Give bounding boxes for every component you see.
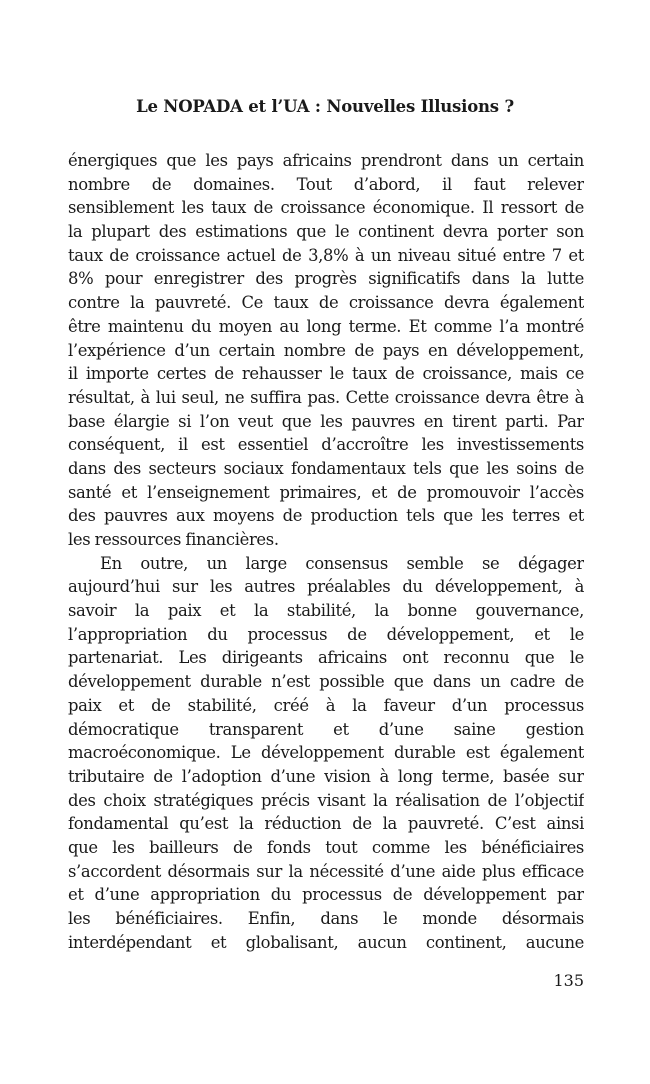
text-line: des pauvres aux moyens de production tels que les terres et	[68, 506, 584, 526]
text-line: s’accordent désormais sur la nécessité d’une aide plus efficace	[68, 861, 584, 881]
running-header-title: Le NOPADA et l’UA : Nouvelles Illusions ?	[136, 97, 514, 116]
text-line: base élargie si l’on veut que les pauvres en tirent parti. Par	[68, 411, 584, 431]
text-line: les ressources financières.	[68, 530, 279, 549]
text-line: macroéconomique. Le développement durable est également	[68, 743, 584, 763]
body-text	[68, 149, 584, 954]
text-line: nombre de domaines. Tout d’abord, il faut relever	[68, 174, 584, 194]
text-line: interdépendant et globalisant, aucun continent, aucune	[68, 932, 584, 952]
text-line: dans des secteurs sociaux fondamentaux tels que les soins de	[68, 458, 584, 478]
text-line: paix et de stabilité, créé à la faveur d’un processus	[68, 695, 584, 715]
text-line: il importe certes de rehausser le taux de croissance, mais ce	[68, 364, 584, 384]
paragraph-2	[68, 552, 584, 955]
text-line: savoir la paix et la stabilité, la bonne gouvernance,	[68, 601, 584, 621]
text-line: 8% pour enregistrer des progrès significatifs dans la lutte	[68, 269, 584, 289]
text-line: santé et l’enseignement primaires, et de promouvoir l’accès	[68, 482, 584, 502]
text-line: les bénéficiaires. Enfin, dans le monde désormais	[68, 909, 584, 928]
text-line: partenariat. Les dirigeants africains ont reconnu que le	[68, 648, 584, 668]
text-line: l’appropriation du processus de développement, et le	[68, 624, 584, 644]
text-line: énergiques que les pays africains prendront dans un certain	[68, 151, 584, 170]
text-line: développement durable n’est possible que dans un cadre de	[68, 672, 584, 692]
text-line: l’expérience d’un certain nombre de pays en développement,	[68, 340, 584, 360]
text-line: résultat, à lui seul, ne suffira pas. Cette croissance devra être à	[68, 387, 584, 407]
text-line: être maintenu du moyen au long terme. Et comme l’a montré	[68, 316, 584, 336]
page-number: 135	[553, 971, 584, 990]
text-line: des choix stratégiques précis visant la réalisation de l’objectif	[68, 790, 584, 810]
text-line: fondamental qu’est la réduction de la pauvreté. C’est ainsi	[68, 814, 584, 834]
text-line: que les bailleurs de fonds tout comme les bénéficiaires	[68, 837, 584, 857]
text-line: conséquent, il est essentiel d’accroître les investissements	[68, 435, 584, 455]
text-line: tributaire de l’adoption d’une vision à long terme, basée sur	[68, 766, 584, 786]
text-line: démocratique transparent et d’une saine gestion	[68, 719, 584, 739]
text-line: aujourd’hui sur les autres préalables du développement, à	[68, 577, 584, 597]
text-line: En outre, un large consensus semble se dégager	[100, 553, 584, 573]
text-line: taux de croissance actuel de 3,8% à un niveau situé entre 7 et	[68, 245, 584, 265]
text-line: la plupart des estimations que le continent devra porter son	[68, 222, 584, 242]
paragraph-1	[68, 149, 584, 552]
text-line: et d’une appropriation du processus de développement par	[68, 885, 584, 905]
text-line: contre la pauvreté. Ce taux de croissance devra également	[68, 293, 584, 313]
text-line: sensiblement les taux de croissance économique. Il ressort de	[68, 198, 584, 218]
